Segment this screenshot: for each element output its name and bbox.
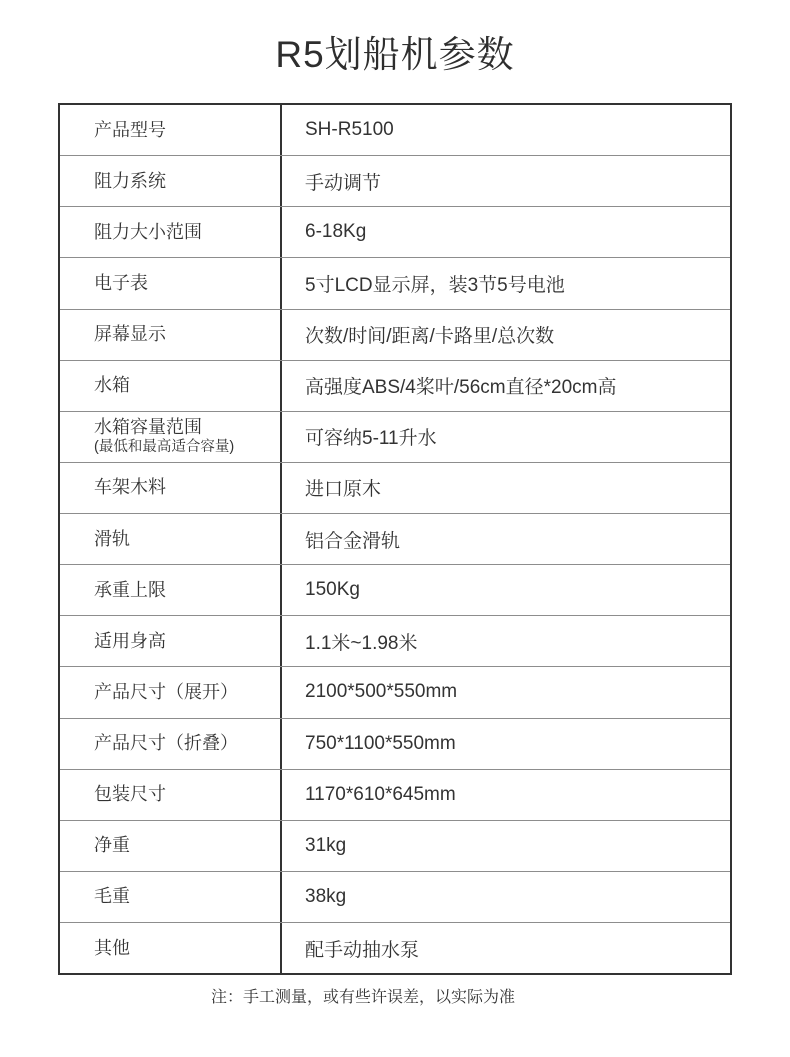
spec-label-cell	[60, 719, 282, 769]
spec-label: 车架木料	[94, 477, 166, 498]
spec-label-cell	[60, 667, 282, 717]
spec-label: 阻力系统	[94, 170, 166, 191]
spec-label: 滑轨	[94, 528, 130, 549]
spec-label: 电子表	[94, 272, 148, 293]
spec-label: 产品尺寸（折叠）	[94, 733, 238, 754]
spec-label: 水箱	[94, 375, 130, 396]
spec-value: 铝合金滑轨	[305, 530, 401, 552]
spec-value: 1170*610*645mm	[305, 783, 456, 805]
table-row	[60, 412, 730, 463]
table-row	[60, 872, 730, 923]
spec-value: 31kg	[305, 834, 347, 856]
table-row	[60, 770, 730, 821]
spec-label: 阻力大小范围	[94, 221, 202, 242]
spec-value: 150Kg	[305, 579, 360, 601]
table-row	[60, 156, 730, 207]
spec-label-cell	[60, 361, 282, 411]
spec-value: 可容纳5-11升水	[305, 428, 437, 450]
spec-value: SH-R5100	[305, 119, 394, 141]
spec-value: 高强度ABS/4桨叶/56cm直径*20cm高	[305, 377, 617, 399]
spec-sublabel: (最低和最高适合容量)	[94, 439, 235, 456]
spec-label: 产品型号	[94, 119, 166, 140]
spec-value: 38kg	[305, 885, 347, 907]
table-row	[60, 821, 730, 872]
spec-label-cell	[60, 156, 282, 206]
table-row	[60, 719, 730, 770]
table-row	[60, 258, 730, 309]
spec-label-cell	[60, 105, 282, 155]
spec-label: 承重上限	[94, 579, 166, 600]
spec-label: 产品尺寸（展开）	[94, 681, 238, 702]
spec-value: 1.1米~1.98米	[305, 632, 418, 654]
spec-value: 手动调节	[305, 172, 382, 194]
table-row	[60, 310, 730, 361]
measurement-footnote: 注：手工测量，或有些许误差，以实际为准	[210, 989, 515, 1006]
page-title: R5划船机参数	[275, 34, 515, 75]
spec-value: 进口原木	[305, 479, 382, 501]
spec-label-cell	[60, 463, 282, 513]
spec-label: 适用身高	[94, 630, 166, 651]
table-row	[60, 923, 730, 973]
spec-label: 毛重	[94, 886, 130, 907]
table-row	[60, 514, 730, 565]
spec-label: 水箱容量范围	[94, 417, 202, 438]
table-row	[60, 361, 730, 412]
table-row	[60, 565, 730, 616]
spec-value: 5寸LCD显示屏，装3节5号电池	[305, 274, 565, 296]
table-row	[60, 463, 730, 514]
spec-value: 配手动抽水泵	[305, 939, 420, 961]
spec-value: 6-18Kg	[305, 221, 367, 243]
spec-label-cell	[60, 770, 282, 820]
spec-label-cell	[60, 310, 282, 360]
spec-label: 屏幕显示	[94, 324, 166, 345]
spec-value: 2100*500*550mm	[305, 681, 458, 703]
table-row	[60, 667, 730, 718]
spec-label-cell	[60, 872, 282, 922]
spec-label-cell	[60, 821, 282, 871]
spec-label-cell	[60, 514, 282, 564]
spec-label-cell	[60, 412, 282, 462]
table-row	[60, 105, 730, 156]
spec-label-cell	[60, 258, 282, 308]
spec-label-cell	[60, 565, 282, 615]
spec-label-cell	[60, 207, 282, 257]
table-row	[60, 207, 730, 258]
spec-label-cell	[60, 616, 282, 666]
spec-label: 其他	[94, 937, 130, 958]
spec-value: 750*1100*550mm	[305, 732, 456, 754]
spec-value: 次数/时间/距离/卡路里/总次数	[305, 326, 555, 348]
spec-label: 包装尺寸	[94, 784, 166, 805]
spec-table	[58, 103, 732, 975]
spec-label-cell	[60, 923, 282, 973]
spec-label: 净重	[94, 835, 130, 856]
table-row	[60, 616, 730, 667]
